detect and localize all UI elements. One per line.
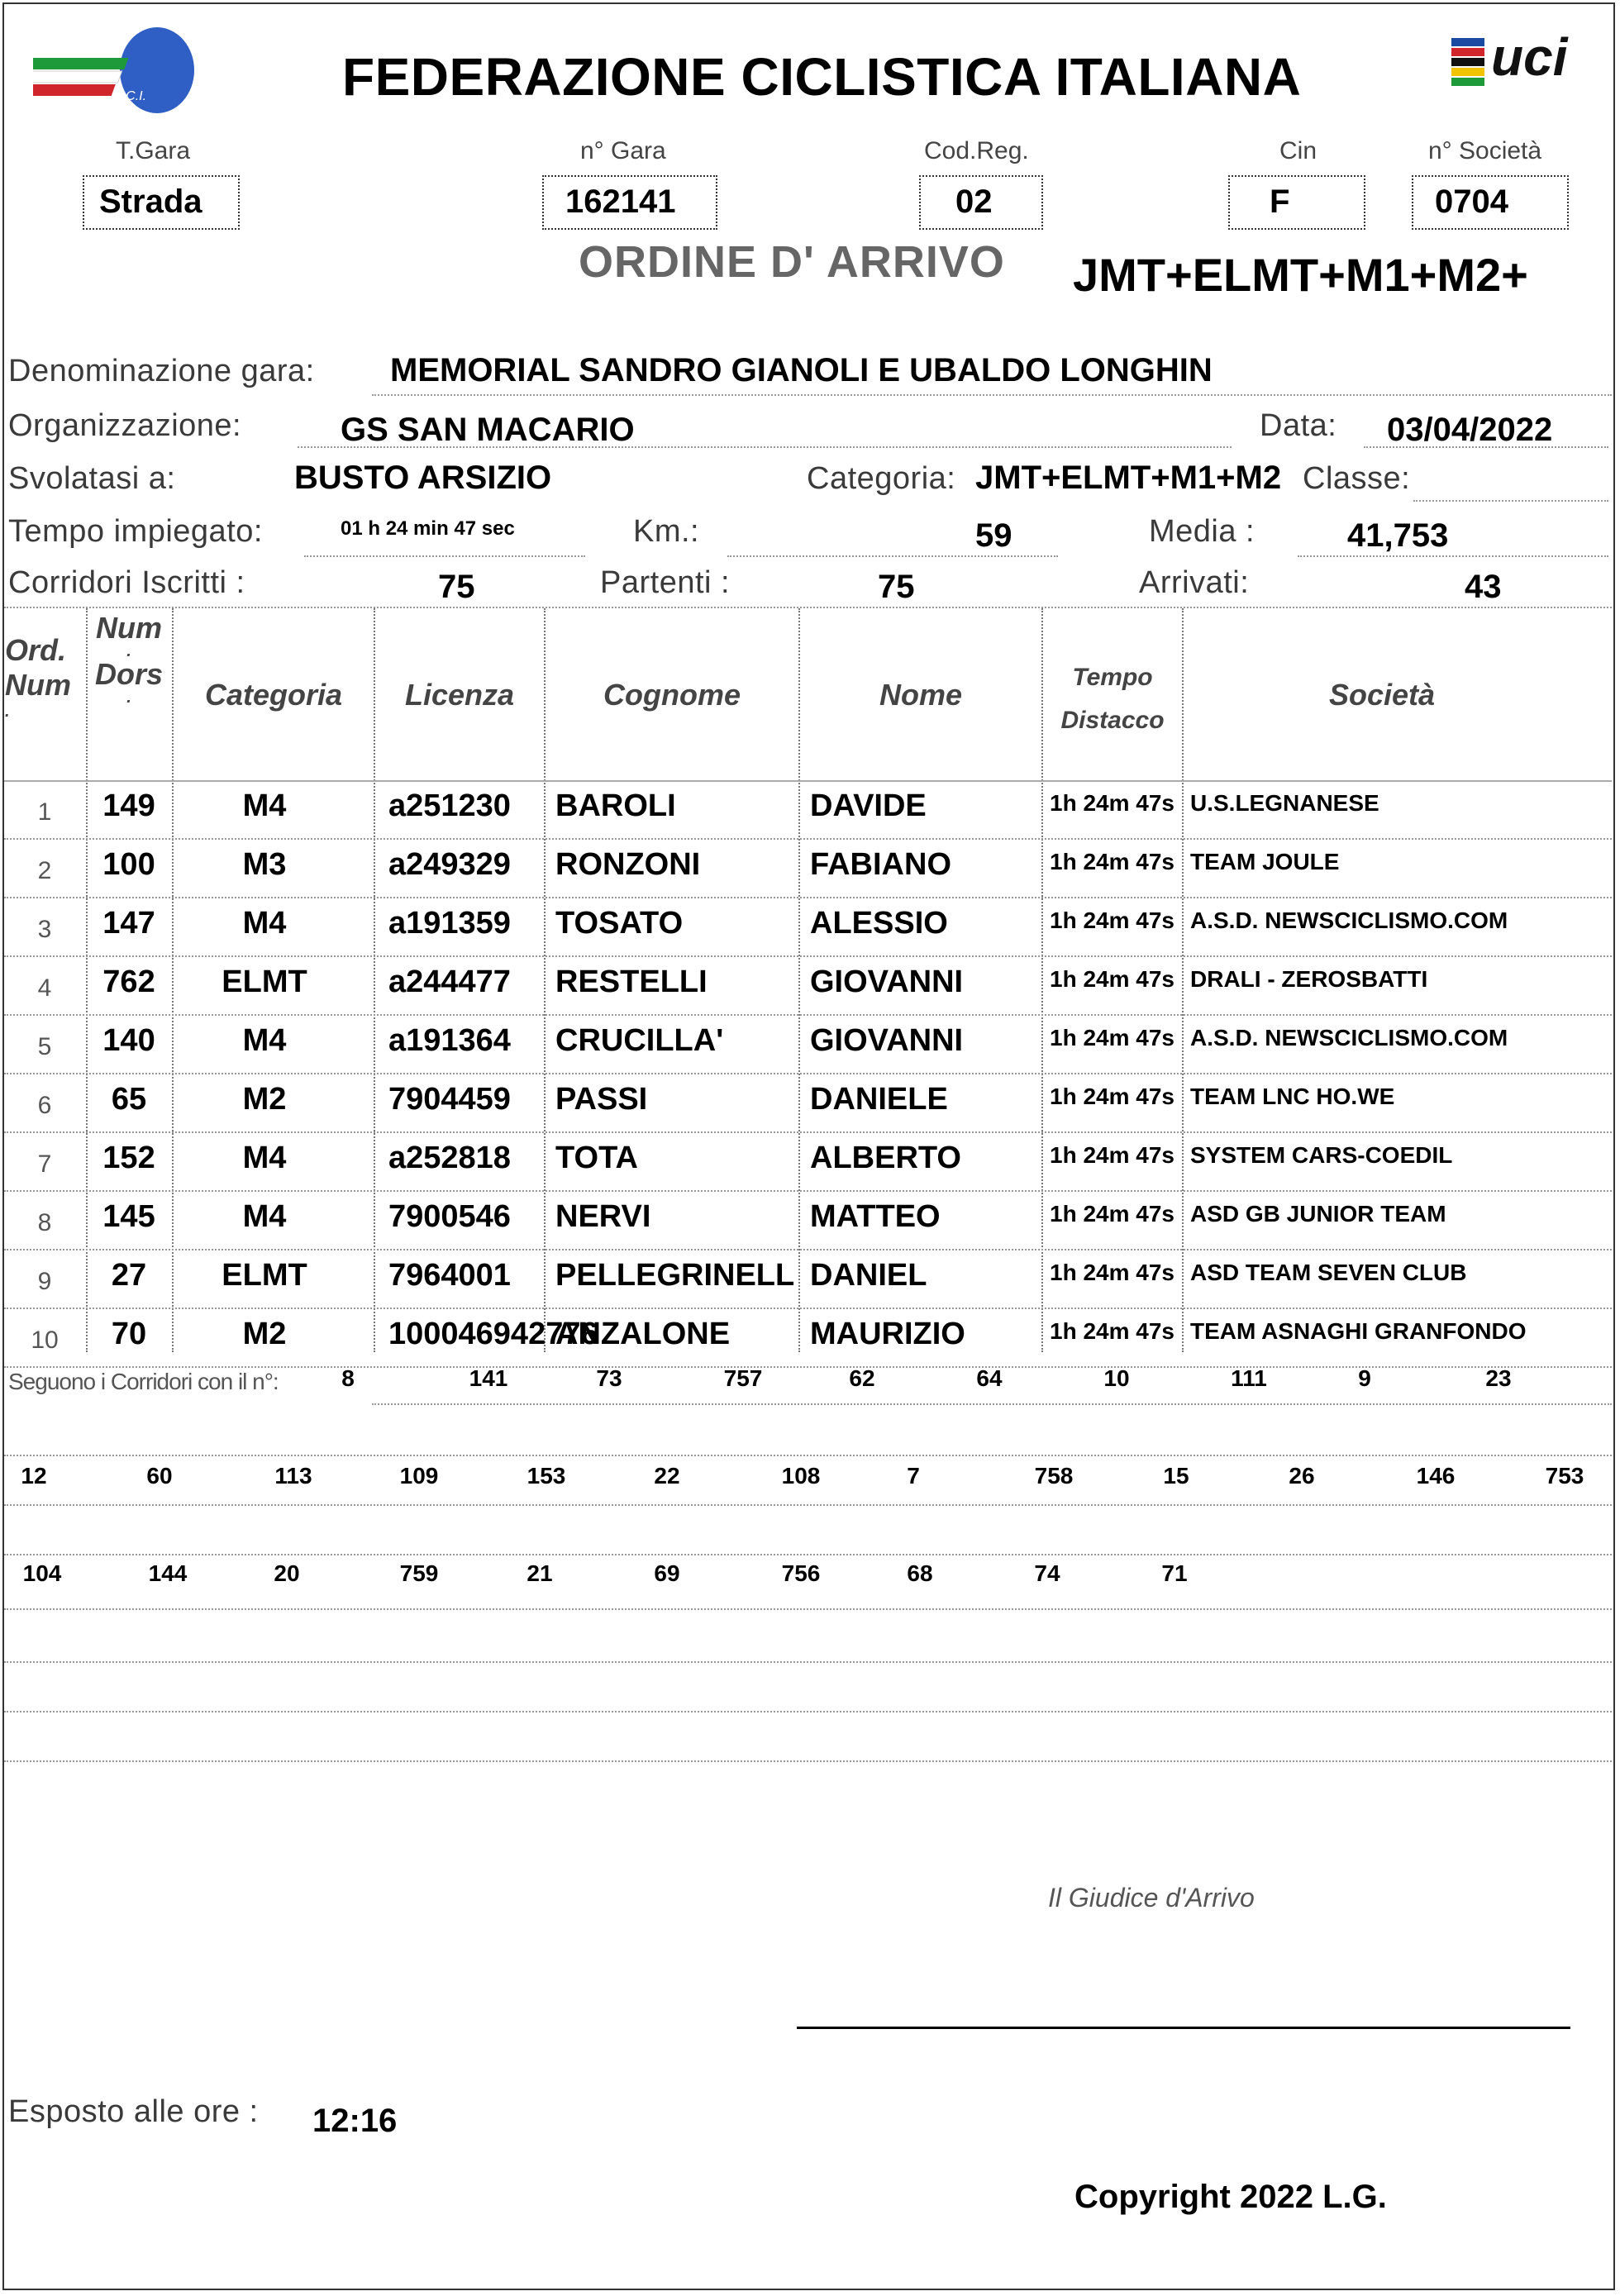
svolatasi-value: BUSTO ARSIZIO: [294, 460, 552, 496]
row-dors: 762: [102, 965, 155, 999]
row-societa: DRALI - ZEROSBATTI: [1190, 966, 1428, 992]
row-cat: ELMT: [222, 965, 307, 999]
following-number: 7: [907, 1463, 920, 1489]
row-societa: ASD GB JUNIOR TEAM: [1190, 1201, 1446, 1227]
row-cognome: RONZONI: [555, 847, 701, 882]
row-divider: [4, 897, 1612, 898]
row-divider: [4, 955, 1612, 957]
row-divider: [4, 838, 1612, 840]
row-lic: 7904459: [388, 1082, 511, 1117]
row-nome: DAVIDE: [810, 788, 927, 823]
header-ord-2: Num: [5, 668, 71, 702]
tempo-value: 01 h 24 min 47 sec: [341, 517, 515, 540]
following-number: 20: [274, 1560, 300, 1586]
fci-logo-text: F.C.I.: [116, 89, 147, 103]
divider: [298, 446, 1232, 448]
header-tempo-1: Tempo: [1072, 664, 1153, 691]
divider: [4, 1554, 1612, 1555]
row-dors: 145: [102, 1199, 155, 1234]
row-lic: a191364: [388, 1023, 511, 1058]
row-ord: 2: [37, 857, 52, 884]
row-dors: 152: [102, 1141, 155, 1175]
header-num-2: .: [126, 642, 131, 660]
following-number: 10: [1103, 1365, 1130, 1391]
row-nome: GIOVANNI: [810, 965, 964, 999]
following-number: 74: [1034, 1560, 1060, 1586]
row-societa: A.S.D. NEWSCICLISMO.COM: [1190, 1025, 1508, 1050]
row-ord: 3: [37, 916, 52, 943]
uci-logo-text: uci: [1491, 27, 1568, 87]
row-ord: 6: [37, 1092, 52, 1119]
subtitle: ORDINE D' ARRIVO: [579, 237, 1005, 287]
row-cat: ELMT: [222, 1258, 307, 1293]
following-number: 68: [907, 1560, 933, 1586]
following-number: 15: [1163, 1463, 1189, 1489]
following-number: 8: [341, 1365, 355, 1391]
divider: [727, 555, 1058, 557]
t-gara-label: T.Gara: [116, 137, 191, 164]
row-tempo: 1h 24m 47s: [1050, 1025, 1174, 1050]
following-label: Seguono i Corridori con il n°:: [8, 1369, 279, 1394]
header-tempo: [1043, 656, 1182, 742]
partenti-value: 75: [878, 569, 915, 605]
row-lic: 7900546: [388, 1199, 511, 1234]
following-number: 69: [654, 1560, 680, 1586]
row-divider: [4, 1073, 1612, 1074]
following-number: 111: [1231, 1365, 1267, 1391]
row-tempo: 1h 24m 47s: [1050, 1318, 1174, 1344]
header-tempo-2: Distacco: [1060, 707, 1165, 734]
row-ord: 5: [37, 1033, 52, 1060]
divider: [1298, 555, 1608, 557]
row-ord: 1: [37, 798, 52, 826]
row-societa: TEAM JOULE: [1190, 849, 1340, 874]
row-cognome: PASSI: [555, 1082, 648, 1117]
following-number: 756: [781, 1560, 821, 1586]
fci-logo: [33, 25, 198, 116]
following-number: 141: [469, 1365, 508, 1391]
row-nome: MAURIZIO: [810, 1317, 965, 1351]
arrivati-value: 43: [1465, 569, 1502, 605]
row-dors: 100: [102, 847, 155, 882]
esposto-label: Esposto alle ore :: [8, 2094, 259, 2129]
row-lic: 7964001: [388, 1258, 511, 1293]
row-nome: FABIANO: [810, 847, 951, 882]
following-number: 22: [654, 1463, 680, 1489]
row-cat: M4: [242, 1023, 287, 1058]
row-cognome: TOTA: [555, 1141, 638, 1175]
row-societa: ASD TEAM SEVEN CLUB: [1190, 1260, 1467, 1285]
divider: [372, 394, 1612, 396]
row-cognome: ANZALONE: [555, 1317, 731, 1351]
categoria-label: Categoria:: [807, 461, 956, 496]
row-nome: GIOVANNI: [810, 1023, 964, 1058]
cin-box: [1228, 175, 1365, 230]
divider: [372, 1403, 1612, 1405]
row-tempo: 1h 24m 47s: [1050, 1084, 1174, 1109]
following-number: 12: [21, 1463, 47, 1489]
divider: [4, 1455, 1612, 1456]
divider: [4, 1608, 1612, 1610]
row-dors: 140: [102, 1023, 155, 1058]
row-divider: [4, 1131, 1612, 1133]
denominazione-label: Denominazione gara:: [8, 354, 315, 388]
row-societa: TEAM ASNAGHI GRANFONDO: [1190, 1318, 1527, 1344]
following-number: 104: [22, 1560, 62, 1586]
following-number: 153: [526, 1463, 566, 1489]
following-number: 146: [1416, 1463, 1456, 1489]
row-cat: M4: [242, 906, 287, 941]
row-lic: a251230: [388, 788, 511, 823]
media-label: Media :: [1149, 514, 1256, 549]
following-number: 62: [849, 1365, 875, 1391]
data-label: Data:: [1260, 408, 1337, 443]
following-number: 759: [399, 1560, 439, 1586]
row-tempo: 1h 24m 47s: [1050, 1201, 1174, 1227]
header-nome: Nome: [879, 678, 963, 712]
following-number: 9: [1358, 1365, 1371, 1391]
divider: [4, 1504, 1612, 1506]
header-ord-1: Ord.: [5, 633, 67, 667]
following-number: 73: [596, 1365, 622, 1391]
following-number: 144: [148, 1560, 188, 1586]
row-ord: 7: [37, 1150, 52, 1178]
row-lic: a252818: [388, 1141, 511, 1175]
tempo-label: Tempo impiegato:: [8, 514, 263, 549]
esposto-value: 12:16: [312, 2103, 398, 2139]
header-ord: [5, 633, 79, 721]
header-societa: Società: [1328, 678, 1436, 712]
row-nome: ALBERTO: [810, 1141, 961, 1175]
following-number: 26: [1289, 1463, 1315, 1489]
following-number: 60: [146, 1463, 173, 1489]
row-lic: a249329: [388, 847, 511, 882]
row-ord: 10: [31, 1327, 59, 1354]
row-cognome: CRUCILLA': [555, 1023, 724, 1058]
row-dors: 65: [111, 1082, 147, 1117]
divider: [4, 780, 1612, 782]
denominazione-value: MEMORIAL SANDRO GIANOLI E UBALDO LONGHIN: [390, 352, 1213, 388]
row-lic: a244477: [388, 965, 511, 999]
header-num-4: .: [126, 688, 131, 707]
row-cognome: PELLEGRINELL: [555, 1258, 795, 1293]
row-nome: DANIEL: [810, 1258, 927, 1293]
row-lic: 100046942776: [388, 1317, 598, 1351]
iscritti-label: Corridori Iscritti :: [8, 565, 245, 600]
row-nome: DANIELE: [810, 1082, 948, 1117]
following-number: 113: [274, 1463, 312, 1489]
row-cognome: TOSATO: [555, 906, 684, 941]
row-societa: SYSTEM CARS-COEDIL: [1190, 1142, 1453, 1168]
divider: [4, 607, 1612, 608]
divider: [304, 555, 585, 557]
following-number: 108: [781, 1463, 821, 1489]
uci-logo: [1448, 23, 1589, 114]
partenti-label: Partenti :: [600, 565, 731, 600]
row-divider: [4, 1014, 1612, 1016]
row-cat: M3: [242, 847, 287, 882]
cod-reg-label: Cod.Reg.: [924, 137, 1029, 164]
page-title: FEDERAZIONE CICLISTICA ITALIANA: [342, 47, 1302, 107]
row-tempo: 1h 24m 47s: [1050, 907, 1174, 933]
following-number: 21: [526, 1560, 553, 1586]
n-gara-label: n° Gara: [580, 137, 666, 164]
row-divider: [4, 1249, 1612, 1250]
cod-reg-box: [919, 175, 1043, 230]
row-cat: M4: [242, 1199, 287, 1234]
cin-label: Cin: [1279, 137, 1317, 164]
km-label: Km.:: [633, 514, 700, 549]
row-dors: 149: [102, 788, 155, 823]
column-divider: [86, 608, 88, 1352]
signature-line: [797, 2027, 1570, 2029]
row-ord: 8: [37, 1209, 52, 1236]
row-dors: 147: [102, 906, 155, 941]
organizzazione-value: GS SAN MACARIO: [341, 412, 635, 448]
n-societa-label: n° Società: [1428, 137, 1542, 164]
divider: [1364, 446, 1608, 448]
row-tempo: 1h 24m 47s: [1050, 1260, 1174, 1285]
header-num-1: Num: [96, 611, 162, 645]
row-tempo: 1h 24m 47s: [1050, 849, 1174, 874]
row-societa: U.S.LEGNANESE: [1190, 790, 1379, 816]
row-ord: 4: [37, 974, 52, 1002]
cin-value: F: [1270, 183, 1290, 220]
header-num-3: Dors: [94, 657, 164, 691]
km-value: 59: [975, 517, 1012, 554]
header-categoria: Categoria: [204, 678, 343, 712]
row-cognome: BAROLI: [555, 788, 676, 823]
following-number: 71: [1161, 1560, 1188, 1586]
row-nome: ALESSIO: [810, 906, 948, 941]
following-number: 757: [723, 1365, 763, 1391]
row-societa: A.S.D. NEWSCICLISMO.COM: [1190, 907, 1508, 933]
header-ord-3: .: [5, 703, 10, 721]
following-number: 753: [1545, 1463, 1584, 1489]
divider: [4, 1711, 1612, 1712]
row-divider: [4, 1190, 1612, 1192]
n-societa-value: 0704: [1435, 183, 1508, 220]
t-gara-box: [83, 175, 240, 230]
cod-reg-value: 02: [955, 183, 993, 220]
row-cat: M2: [242, 1317, 287, 1351]
classe-label: Classe:: [1303, 461, 1411, 496]
row-cognome: NERVI: [555, 1199, 651, 1234]
following-number: 23: [1485, 1365, 1512, 1391]
categoria-value: JMT+ELMT+M1+M2: [975, 460, 1282, 496]
divider: [4, 1760, 1612, 1762]
organizzazione-label: Organizzazione:: [8, 408, 242, 443]
header-cognome: Cognome: [603, 678, 741, 712]
row-cat: M4: [242, 788, 287, 823]
category-banner: JMT+ELMT+M1+M2+: [1073, 249, 1528, 301]
following-number: 758: [1034, 1463, 1074, 1489]
giudice-label: Il Giudice d'Arrivo: [1048, 1883, 1255, 1913]
row-cat: M4: [242, 1141, 287, 1175]
row-cognome: RESTELLI: [555, 965, 708, 999]
row-tempo: 1h 24m 47s: [1050, 790, 1174, 816]
n-gara-box: [542, 175, 717, 230]
row-societa: TEAM LNC HO.WE: [1190, 1084, 1395, 1109]
divider: [1413, 500, 1608, 502]
svolatasi-label: Svolatasi a:: [8, 461, 176, 496]
data-value: 03/04/2022: [1387, 412, 1553, 448]
header-licenza: Licenza: [404, 678, 515, 712]
t-gara-value: Strada: [99, 183, 202, 220]
row-ord: 9: [37, 1268, 52, 1295]
row-dors: 27: [111, 1258, 147, 1293]
header-num-dors: [89, 613, 169, 706]
row-cat: M2: [242, 1082, 287, 1117]
copyright: Copyright 2022 L.G.: [1074, 2179, 1387, 2215]
iscritti-value: 75: [438, 569, 475, 605]
row-divider: [4, 1308, 1612, 1309]
media-value: 41,753: [1347, 517, 1449, 554]
following-number: 109: [399, 1463, 439, 1489]
divider: [4, 1661, 1612, 1663]
following-number: 64: [976, 1365, 1003, 1391]
arrivati-label: Arrivati:: [1139, 565, 1250, 600]
row-tempo: 1h 24m 47s: [1050, 966, 1174, 992]
n-gara-value: 162141: [565, 183, 676, 220]
n-societa-box: [1412, 175, 1569, 230]
row-lic: a191359: [388, 906, 511, 941]
row-dors: 70: [111, 1317, 147, 1351]
row-tempo: 1h 24m 47s: [1050, 1142, 1174, 1168]
column-divider: [374, 608, 375, 1352]
row-nome: MATTEO: [810, 1199, 941, 1234]
